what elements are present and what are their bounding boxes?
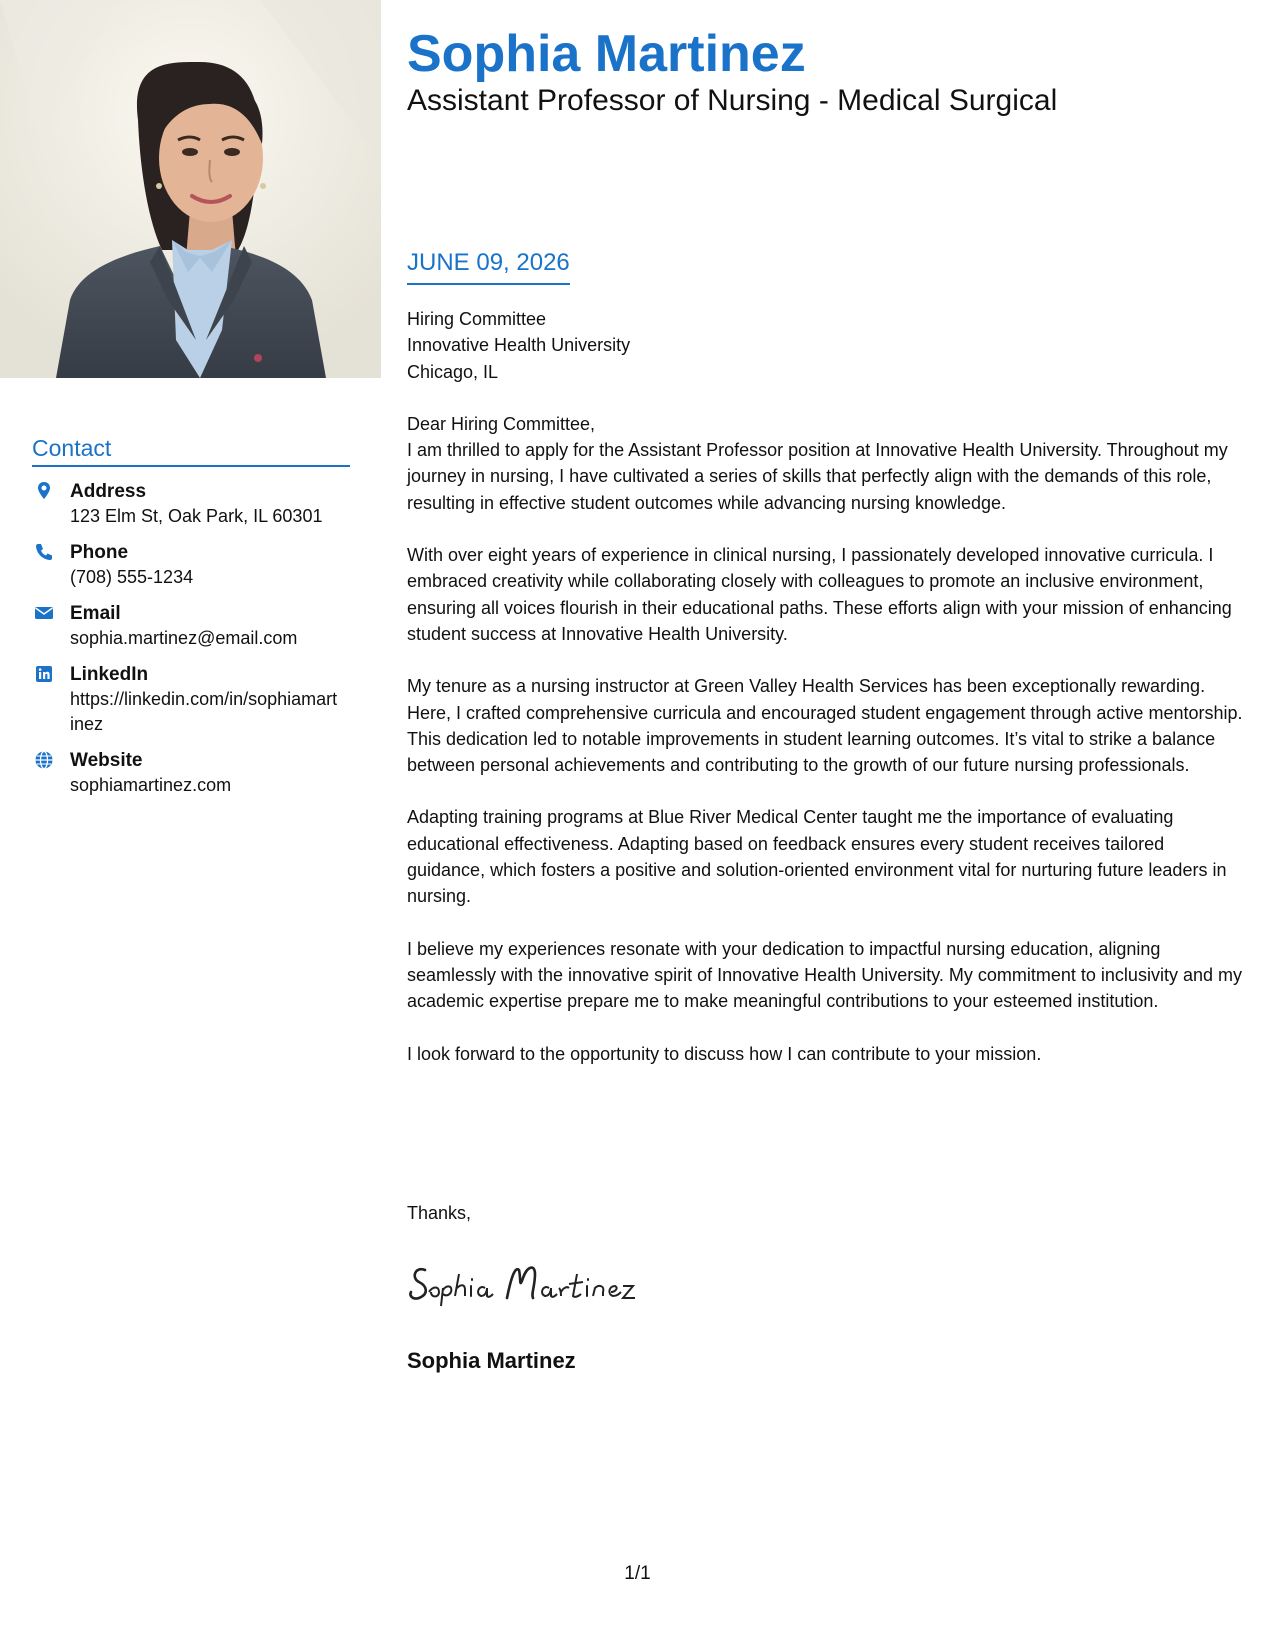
candidate-name: Sophia Martinez — [407, 25, 806, 83]
contact-value[interactable]: https://linkedin.com/in/sophiamartinez — [70, 689, 338, 734]
envelope-icon — [34, 603, 54, 623]
letter-paragraph: My tenure as a nursing instructor at Green Valley Health Services has been exceptionally rewarding. Here, I crafted comprehensive curricula and encouraged student engagement through active mentorship. This dedication led to notable improvements in student learning outcomes. It’s vital to strike a balance between personal achievements and contributing to the growth of our future nursing professionals. — [407, 676, 1243, 776]
letter-paragraph: Adapting training programs at Blue River Medical Center taught me the importance of evaluating educational effectiveness. Adapting based on feedback ensures every student receives tailored guidance, which fosters a positive and solution-oriented environment vital for nurturing future leaders in nursing. — [407, 807, 1227, 907]
signer-name: Sophia Martinez — [407, 1348, 576, 1373]
recipient-line: Innovative Health University — [407, 335, 631, 356]
sidebar — [0, 0, 381, 1650]
contact-list — [32, 479, 350, 798]
linkedin-icon — [34, 664, 54, 684]
contact-heading: Contact — [32, 434, 350, 467]
signature-image — [407, 1248, 677, 1312]
contact-website — [32, 748, 350, 798]
salutation: Dear Hiring Committee, — [407, 413, 596, 434]
letter-paragraph: I look forward to the opportunity to discuss how I can contribute to your mission. — [407, 1043, 1042, 1064]
letter-paragraph: With over eight years of experience in clinical nursing, I passionately developed innovative curricula. I embraced creativity while collaborating closely with colleagues to promote an inclusive environment, ensuring all voices flourish in their educational paths. These efforts align with your mission of enhancing student success at Innovative Health University. — [407, 545, 1232, 644]
recipient-line: Hiring Committee — [407, 309, 547, 329]
contact-email — [32, 601, 350, 651]
letter-paragraph: I am thrilled to apply for the Assistant Professor position at Innovative Health University. Throughout my journey in nursing, I have cultivated a series of skills that perfectly align with the demands of this role, resulting in effective student outcomes while advancing nursing knowledge. — [407, 440, 1228, 513]
letter-body — [407, 306, 1245, 1093]
candidate-role: Assistant Professor of Nursing - Medical Surgical — [407, 84, 1058, 117]
contact-value: 123 Elm St, Oak Park, IL 60301 — [70, 506, 323, 526]
closing: Thanks, — [407, 1203, 472, 1223]
portrait-photo — [0, 0, 381, 378]
contact-value[interactable]: sophia.martinez@email.com — [70, 628, 298, 648]
contact-phone — [32, 540, 350, 590]
letter-date: JUNE 09, 2026 — [407, 247, 570, 285]
letter-paragraph: I believe my experiences resonate with your dedication to impactful nursing education, aligning seamlessly with the innovative spirit of Innovative Health University. My commitment to inclusivity and my academic expertise prepare me to make meaningful contributions to your esteemed institution. — [407, 938, 1242, 1012]
phone-icon — [34, 542, 54, 562]
contact-value[interactable]: sophiamartinez.com — [70, 775, 232, 795]
page-number: 1/1 — [624, 1563, 651, 1584]
contact-address — [32, 479, 350, 529]
portrait-illustration — [0, 0, 381, 378]
contact-label: Address — [70, 481, 147, 502]
map-pin-icon — [34, 481, 54, 501]
contact-linkedin — [32, 662, 350, 737]
contact-value[interactable]: (708) 555-1234 — [70, 567, 194, 587]
contact-label: Email — [70, 603, 121, 624]
contact-label: Phone — [70, 542, 129, 563]
globe-icon — [34, 750, 54, 770]
recipient-block — [407, 306, 1245, 385]
contact-label: LinkedIn — [70, 664, 149, 685]
contact-section — [32, 434, 350, 809]
contact-label: Website — [70, 750, 143, 771]
signature — [407, 1248, 677, 1312]
recipient-line: Chicago, IL — [407, 361, 499, 382]
